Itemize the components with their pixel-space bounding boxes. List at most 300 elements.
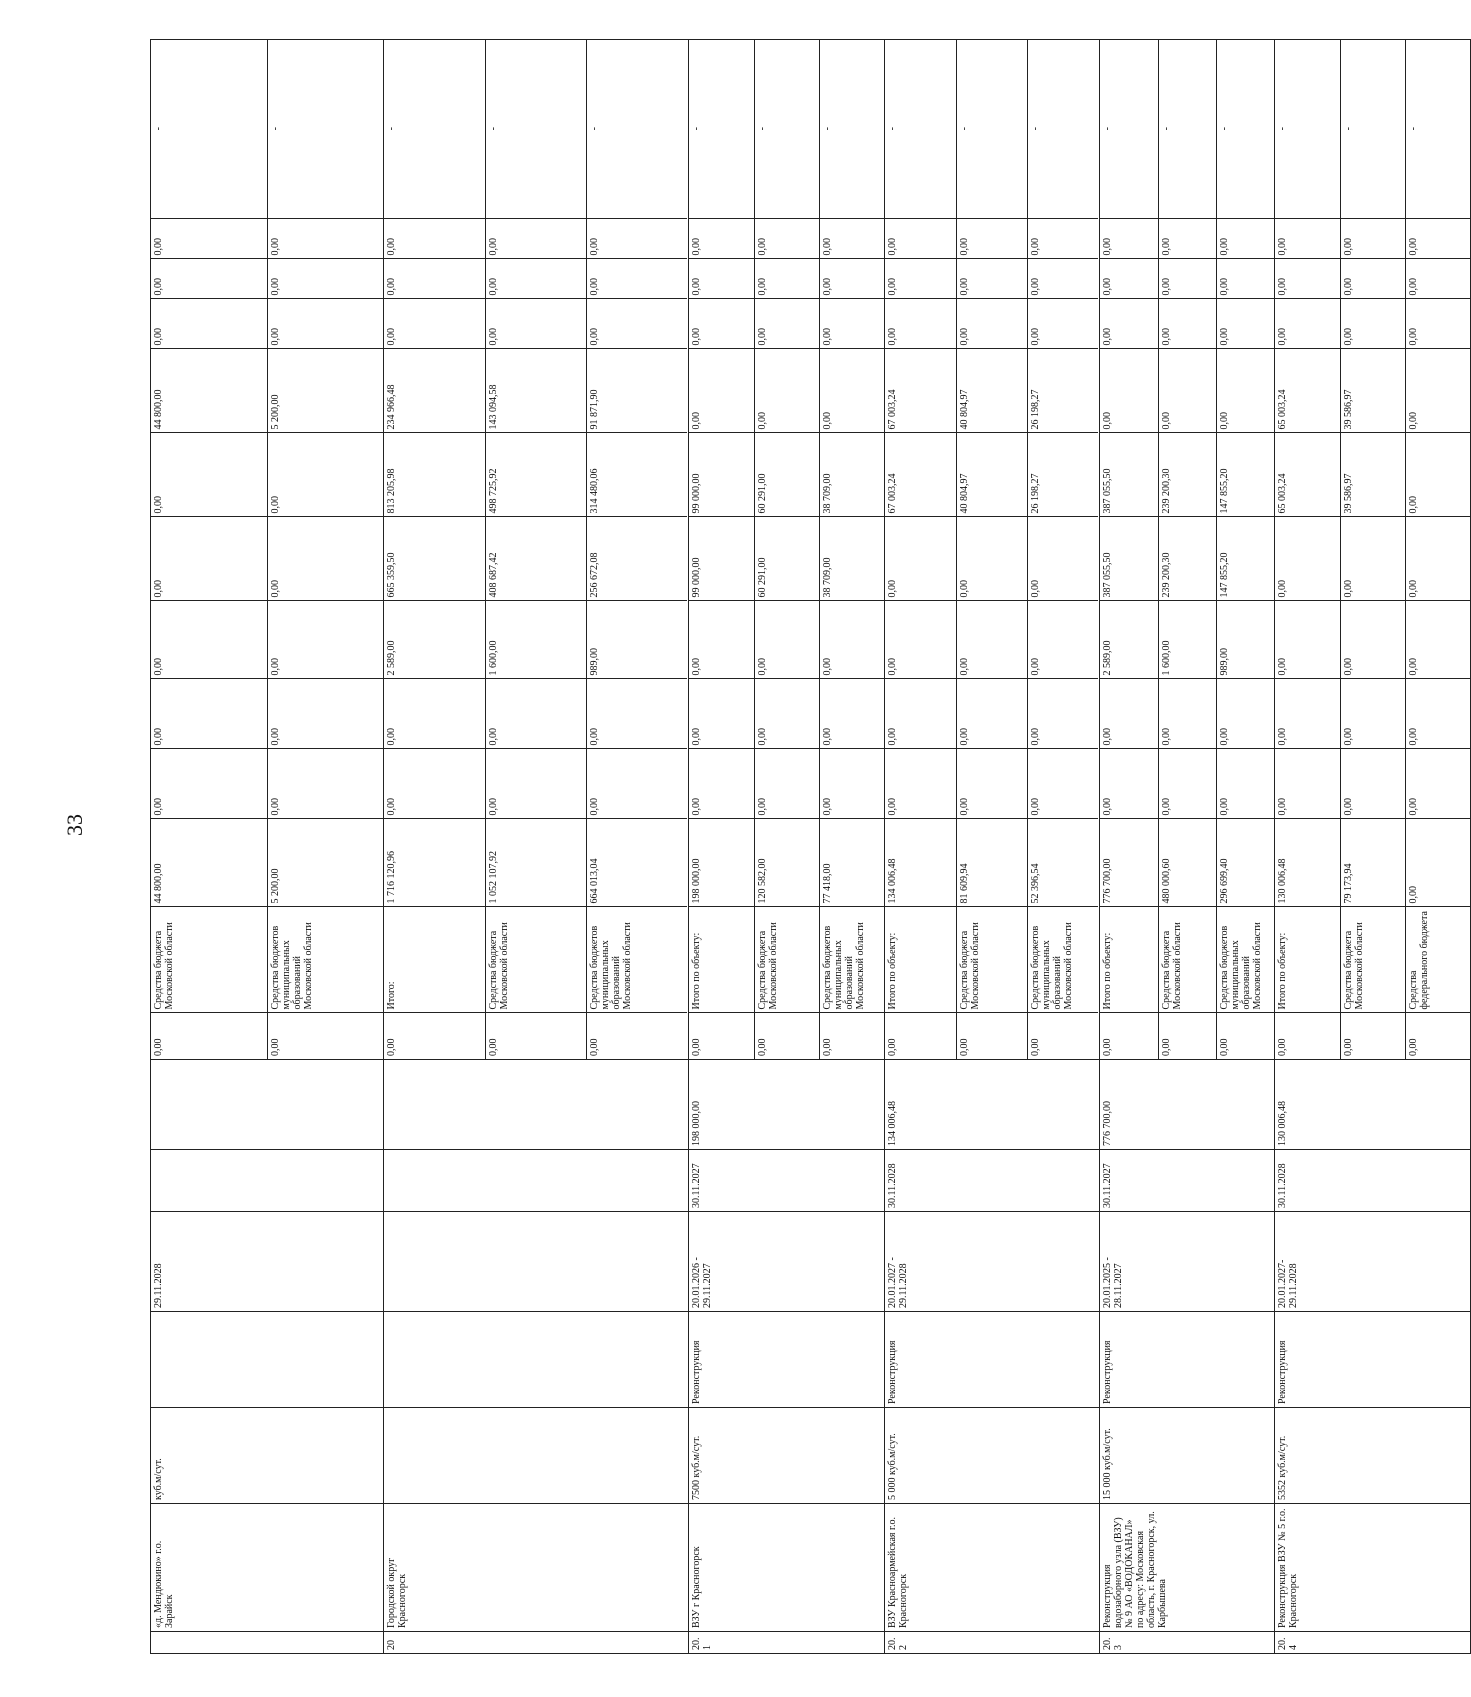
amount-cell: 0,00 xyxy=(754,259,819,299)
amount-cell: 38 709,00 xyxy=(819,517,884,601)
funding-source: Средства бюджета Московской области xyxy=(1158,907,1216,1013)
works-type: Реконструкция xyxy=(689,1312,885,1408)
amount-cell: 0,00 xyxy=(754,219,819,259)
amount-cell: 0,00 xyxy=(1158,1013,1216,1059)
note-cell: - xyxy=(1340,39,1405,219)
amount-cell: 0,00 xyxy=(1100,349,1158,433)
amount-cell: 0,00 xyxy=(1405,1013,1470,1059)
financing-row xyxy=(689,39,754,1059)
works-type: Реконструкция xyxy=(1275,1312,1471,1408)
amount-cell: 0,00 xyxy=(151,749,267,819)
amount-cell: 39 586,97 xyxy=(1340,433,1405,517)
funding-source: Итого по объекту: xyxy=(885,907,956,1013)
amount-cell: 776 700,00 xyxy=(1100,819,1158,907)
note-cell: - xyxy=(485,39,586,219)
amount-cell: 0,00 xyxy=(819,349,884,433)
amount-cell: 0,00 xyxy=(384,749,485,819)
amount-cell: 256 672,08 xyxy=(586,517,687,601)
financing-subtable xyxy=(1275,39,1470,1059)
amount-cell: 44 800,00 xyxy=(151,819,267,907)
financing-subtable xyxy=(151,39,383,1059)
amount-cell: 0,00 xyxy=(151,219,267,259)
funding-source: Средства бюджетов муниципальных образований Московской области xyxy=(1027,907,1098,1013)
amount-cell: 0,00 xyxy=(956,1013,1027,1059)
cost-cell xyxy=(384,1060,689,1150)
amount-cell: 0,00 xyxy=(1405,601,1470,679)
works-type xyxy=(384,1312,689,1408)
amount-cell: 60 291,00 xyxy=(754,517,819,601)
object-name: Городской округ Красногорск xyxy=(384,1504,689,1632)
amount-cell: 0,00 xyxy=(1340,601,1405,679)
capacity xyxy=(384,1408,689,1504)
cost-cell: 776 700,00 xyxy=(1100,1060,1275,1150)
amount-cell: 0,00 xyxy=(819,601,884,679)
funding-source: Средства бюджетов муниципальных образований Московской области xyxy=(267,907,383,1013)
amount-cell: 0,00 xyxy=(689,601,754,679)
table-row xyxy=(384,40,689,1654)
amount-cell: 480 000,60 xyxy=(1158,819,1216,907)
object-name: ВЗУ г Красногорск xyxy=(689,1504,885,1632)
amount-cell: 0,00 xyxy=(485,299,586,349)
amount-cell: 0,00 xyxy=(586,259,687,299)
amount-cell: 0,00 xyxy=(1158,349,1216,433)
amount-cell: 5 200,00 xyxy=(267,349,383,433)
amount-cell: 39 586,97 xyxy=(1340,349,1405,433)
deadline: 30.11.2027 xyxy=(1100,1150,1275,1212)
amount-cell: 0,00 xyxy=(1027,219,1098,259)
period: 29.11.2028 xyxy=(151,1212,384,1312)
amount-cell: 0,00 xyxy=(151,679,267,749)
amount-cell: 44 800,00 xyxy=(151,349,267,433)
works-type xyxy=(151,1312,384,1408)
amount-cell: 0,00 xyxy=(689,749,754,819)
amount-cell: 0,00 xyxy=(1216,1013,1274,1059)
financing-row xyxy=(485,39,586,1059)
note-cell: - xyxy=(754,39,819,219)
amount-cell: 99 000,00 xyxy=(689,517,754,601)
amount-cell: 0,00 xyxy=(956,517,1027,601)
financing-cell xyxy=(885,40,1100,1060)
amount-cell: 0,00 xyxy=(689,219,754,259)
amount-cell: 0,00 xyxy=(754,349,819,433)
table-row xyxy=(689,40,885,1654)
amount-cell: 130 006,48 xyxy=(1275,819,1340,907)
amount-cell: 0,00 xyxy=(1340,299,1405,349)
amount-cell: 0,00 xyxy=(1216,259,1274,299)
amount-cell: 0,00 xyxy=(1158,219,1216,259)
amount-cell: 99 000,00 xyxy=(689,433,754,517)
amount-cell: 0,00 xyxy=(1275,1013,1340,1059)
row-number: 20.2 xyxy=(885,1632,1100,1654)
amount-cell: 0,00 xyxy=(956,679,1027,749)
amount-cell: 0,00 xyxy=(1405,517,1470,601)
amount-cell: 147 855,20 xyxy=(1216,433,1274,517)
financing-row xyxy=(1405,39,1470,1059)
amount-cell: 0,00 xyxy=(1405,349,1470,433)
works-type: Реконструкция xyxy=(885,1312,1100,1408)
funding-source: Средства бюджета Московской области xyxy=(956,907,1027,1013)
amount-cell: 0,00 xyxy=(1405,219,1470,259)
amount-cell: 0,00 xyxy=(1340,259,1405,299)
note-cell: - xyxy=(689,39,754,219)
amount-cell: 134 006,48 xyxy=(885,819,956,907)
funding-source: Средства бюджета Московской области xyxy=(485,907,586,1013)
note-cell: - xyxy=(821,127,833,131)
deadline xyxy=(384,1150,689,1212)
amount-cell: 0,00 xyxy=(267,517,383,601)
amount-cell: 234 966,48 xyxy=(384,349,485,433)
amount-cell: 0,00 xyxy=(1100,259,1158,299)
amount-cell: 0,00 xyxy=(956,219,1027,259)
note-cell: - xyxy=(1407,127,1419,131)
amount-cell: 0,00 xyxy=(267,679,383,749)
financing-row xyxy=(384,39,485,1059)
period: 20.01.2026 - 29.11.2027 xyxy=(689,1212,885,1312)
amount-cell: 296 699,40 xyxy=(1216,819,1274,907)
table-row xyxy=(1100,40,1275,1654)
amount-cell: 0,00 xyxy=(1405,749,1470,819)
amount-cell: 498 725,92 xyxy=(485,433,586,517)
amount-cell: 0,00 xyxy=(1216,749,1274,819)
note-cell: - xyxy=(956,39,1027,219)
amount-cell: 26 198,27 xyxy=(1027,433,1098,517)
financing-row xyxy=(956,39,1027,1059)
note-cell: - xyxy=(384,39,485,219)
table-row xyxy=(1275,40,1471,1654)
row-number xyxy=(151,1632,384,1654)
amount-cell: 40 804,97 xyxy=(956,349,1027,433)
amount-cell: 0,00 xyxy=(267,601,383,679)
amount-cell: 0,00 xyxy=(1158,299,1216,349)
amount-cell: 0,00 xyxy=(885,601,956,679)
amount-cell: 0,00 xyxy=(1027,517,1098,601)
amount-cell: 0,00 xyxy=(1158,749,1216,819)
row-number: 20.1 xyxy=(689,1632,885,1654)
amount-cell: 0,00 xyxy=(267,219,383,259)
funding-source: Итого по объекту: xyxy=(1100,907,1158,1013)
row-number: 20.3 xyxy=(1100,1632,1275,1654)
amount-cell: 2 589,00 xyxy=(1100,601,1158,679)
amount-cell: 0,00 xyxy=(689,1013,754,1059)
note-cell: - xyxy=(1100,39,1158,219)
amount-cell: 1 600,00 xyxy=(1158,601,1216,679)
amount-cell: 0,00 xyxy=(586,679,687,749)
amount-cell: 989,00 xyxy=(586,601,687,679)
note-cell: - xyxy=(588,127,600,131)
amount-cell: 65 003,24 xyxy=(1275,349,1340,433)
capacity: 15 000 куб.м/сут. xyxy=(1100,1408,1275,1504)
amount-cell: 0,00 xyxy=(586,299,687,349)
amount-cell: 0,00 xyxy=(1216,349,1274,433)
note-cell: - xyxy=(1029,127,1041,131)
amount-cell: 0,00 xyxy=(1405,819,1470,907)
amount-cell: 0,00 xyxy=(151,433,267,517)
financing-cell xyxy=(1275,40,1471,1060)
funding-source: Итого по объекту: xyxy=(1275,907,1340,1013)
amount-cell: 239 200,30 xyxy=(1158,433,1216,517)
amount-cell: 0,00 xyxy=(384,1013,485,1059)
amount-cell: 0,00 xyxy=(885,1013,956,1059)
financing-row xyxy=(1027,39,1098,1059)
amount-cell: 0,00 xyxy=(1340,219,1405,259)
amount-cell: 0,00 xyxy=(485,219,586,259)
financing-row xyxy=(885,39,956,1059)
financing-cell xyxy=(384,40,689,1060)
cost-cell: 198 000,00 xyxy=(689,1060,885,1150)
cost-cell: 130 006,48 xyxy=(1275,1060,1471,1150)
object-name: Реконструкция водозаборного узла (ВЗУ) № 9 АО «ВОДОКАНАЛ» по адресу: Московская область, г. Красногорск, ул. Карбышева xyxy=(1100,1504,1275,1632)
funding-source: Средства бюджета Московской области xyxy=(754,907,819,1013)
amount-cell: 0,00 xyxy=(1405,259,1470,299)
table-row xyxy=(885,40,1100,1654)
amount-cell: 0,00 xyxy=(1340,517,1405,601)
deadline: 30.11.2028 xyxy=(885,1150,1100,1212)
amount-cell: 0,00 xyxy=(885,517,956,601)
amount-cell: 0,00 xyxy=(885,259,956,299)
amount-cell: 0,00 xyxy=(586,749,687,819)
amount-cell: 0,00 xyxy=(586,219,687,259)
financing-cell xyxy=(689,40,885,1060)
amount-cell: 0,00 xyxy=(1340,1013,1405,1059)
amount-cell: 77 418,00 xyxy=(819,819,884,907)
capacity: куб.м/сут. xyxy=(151,1408,384,1504)
period: 20.01.2025 - 28.11.2027 xyxy=(1100,1212,1275,1312)
deadline xyxy=(151,1150,384,1212)
amount-cell: 387 055,50 xyxy=(1100,433,1158,517)
deadline: 30.11.2027 xyxy=(689,1150,885,1212)
amount-cell: 0,00 xyxy=(689,299,754,349)
row-number: 20.4 xyxy=(1275,1632,1471,1654)
amount-cell: 147 855,20 xyxy=(1216,517,1274,601)
amount-cell: 0,00 xyxy=(956,259,1027,299)
amount-cell: 0,00 xyxy=(151,299,267,349)
cost-cell: 134 006,48 xyxy=(885,1060,1100,1150)
amount-cell: 0,00 xyxy=(1340,679,1405,749)
amount-cell: 0,00 xyxy=(384,219,485,259)
capacity: 5352 куб.м/сут. xyxy=(1275,1408,1471,1504)
financing-subtable xyxy=(384,39,687,1059)
amount-cell: 67 003,24 xyxy=(885,433,956,517)
amount-cell: 0,00 xyxy=(1275,679,1340,749)
amount-cell: 0,00 xyxy=(819,219,884,259)
amount-cell: 0,00 xyxy=(1100,749,1158,819)
financing-row xyxy=(1340,39,1405,1059)
amount-cell: 0,00 xyxy=(885,219,956,259)
amount-cell: 0,00 xyxy=(689,349,754,433)
table-body xyxy=(151,40,1471,1654)
amount-cell: 0,00 xyxy=(1405,679,1470,749)
amount-cell: 0,00 xyxy=(1405,433,1470,517)
amount-cell: 1 600,00 xyxy=(485,601,586,679)
amount-cell: 0,00 xyxy=(754,749,819,819)
amount-cell: 60 291,00 xyxy=(754,433,819,517)
amount-cell: 81 609,94 xyxy=(956,819,1027,907)
amount-cell: 0,00 xyxy=(1158,259,1216,299)
funding-source: Итого: xyxy=(384,907,485,1013)
financing-row xyxy=(1275,39,1340,1059)
funding-source: Средства бюджетов муниципальных образований Московской области xyxy=(586,907,687,1013)
table-row xyxy=(151,40,384,1654)
funding-source: Средства бюджетов муниципальных образований Московской области xyxy=(819,907,884,1013)
amount-cell: 0,00 xyxy=(1100,299,1158,349)
amount-cell: 665 359,50 xyxy=(384,517,485,601)
amount-cell: 989,00 xyxy=(1216,601,1274,679)
capacity: 5 000 куб.м/сут. xyxy=(885,1408,1100,1504)
amount-cell: 52 396,54 xyxy=(1027,819,1098,907)
amount-cell: 664 013,04 xyxy=(586,819,687,907)
amount-cell: 0,00 xyxy=(1100,679,1158,749)
amount-cell: 0,00 xyxy=(1275,259,1340,299)
amount-cell: 0,00 xyxy=(384,259,485,299)
amount-cell: 813 205,98 xyxy=(384,433,485,517)
amount-cell: 0,00 xyxy=(485,749,586,819)
financing-table xyxy=(150,39,1471,1654)
financing-row xyxy=(754,39,819,1059)
amount-cell: 0,00 xyxy=(689,259,754,299)
amount-cell: 79 173,94 xyxy=(1340,819,1405,907)
amount-cell: 0,00 xyxy=(267,433,383,517)
amount-cell: 0,00 xyxy=(384,679,485,749)
amount-cell: 408 687,42 xyxy=(485,517,586,601)
note-cell: - xyxy=(1158,39,1216,219)
amount-cell: 0,00 xyxy=(1216,679,1274,749)
amount-cell: 0,00 xyxy=(1275,517,1340,601)
amount-cell: 0,00 xyxy=(485,1013,586,1059)
note-cell: - xyxy=(885,39,956,219)
amount-cell: 0,00 xyxy=(1275,601,1340,679)
amount-cell: 0,00 xyxy=(885,679,956,749)
financing-cell xyxy=(1100,40,1275,1060)
amount-cell: 0,00 xyxy=(819,259,884,299)
amount-cell: 0,00 xyxy=(267,259,383,299)
object-name: «д. Мендюкино» г.о. Зарайск xyxy=(151,1504,384,1632)
financing-cell xyxy=(151,40,384,1060)
amount-cell: 0,00 xyxy=(1216,299,1274,349)
amount-cell: 0,00 xyxy=(689,679,754,749)
period: 20.01.2027 - 29.11.2028 xyxy=(885,1212,1100,1312)
amount-cell: 0,00 xyxy=(885,749,956,819)
amount-cell: 0,00 xyxy=(885,299,956,349)
amount-cell: 65 003,24 xyxy=(1275,433,1340,517)
amount-cell: 38 709,00 xyxy=(819,433,884,517)
financing-row xyxy=(267,39,383,1059)
amount-cell: 0,00 xyxy=(384,299,485,349)
period: 20.01.2027- 29.11.2028 xyxy=(1275,1212,1471,1312)
amount-cell: 0,00 xyxy=(1027,299,1098,349)
financing-row xyxy=(151,39,267,1059)
amount-cell: 0,00 xyxy=(1027,259,1098,299)
amount-cell: 5 200,00 xyxy=(267,819,383,907)
amount-cell: 0,00 xyxy=(956,299,1027,349)
amount-cell: 0,00 xyxy=(1275,299,1340,349)
amount-cell: 0,00 xyxy=(1340,749,1405,819)
amount-cell: 0,00 xyxy=(267,299,383,349)
amount-cell: 0,00 xyxy=(956,749,1027,819)
financing-row xyxy=(586,39,687,1059)
amount-cell: 0,00 xyxy=(1100,1013,1158,1059)
amount-cell: 1 052 107,92 xyxy=(485,819,586,907)
amount-cell: 91 871,90 xyxy=(586,349,687,433)
amount-cell: 0,00 xyxy=(956,601,1027,679)
amount-cell: 0,00 xyxy=(485,259,586,299)
note-cell: - xyxy=(1218,127,1230,131)
funding-source: Средства бюджета Московской области xyxy=(151,907,267,1013)
funding-source: Средства бюджета Московской области xyxy=(1340,907,1405,1013)
amount-cell: 0,00 xyxy=(1158,679,1216,749)
amount-cell: 0,00 xyxy=(754,299,819,349)
amount-cell: 0,00 xyxy=(151,1013,267,1059)
amount-cell: 0,00 xyxy=(1100,219,1158,259)
amount-cell: 0,00 xyxy=(819,749,884,819)
object-name: Реконструкция ВЗУ № 5 г.о. Красногорск xyxy=(1275,1504,1471,1632)
funding-source: Итого по объекту: xyxy=(689,907,754,1013)
financing-row xyxy=(1100,39,1158,1059)
amount-cell: 387 055,50 xyxy=(1100,517,1158,601)
rotated-table-container xyxy=(150,40,1430,1654)
capacity: 7500 куб.м/сут. xyxy=(689,1408,885,1504)
amount-cell: 0,00 xyxy=(151,517,267,601)
amount-cell: 67 003,24 xyxy=(885,349,956,433)
page-number: 33 xyxy=(62,814,87,836)
funding-source: Средства федерального бюджета xyxy=(1405,907,1470,1013)
amount-cell: 0,00 xyxy=(1027,1013,1098,1059)
amount-cell: 0,00 xyxy=(151,259,267,299)
amount-cell: 0,00 xyxy=(1405,299,1470,349)
amount-cell: 0,00 xyxy=(586,1013,687,1059)
amount-cell: 0,00 xyxy=(1027,749,1098,819)
amount-cell: 0,00 xyxy=(754,679,819,749)
amount-cell: 0,00 xyxy=(819,1013,884,1059)
funding-source: Средства бюджетов муниципальных образований Московской области xyxy=(1216,907,1274,1013)
amount-cell: 0,00 xyxy=(819,679,884,749)
amount-cell: 0,00 xyxy=(1275,219,1340,259)
amount-cell: 26 198,27 xyxy=(1027,349,1098,433)
object-name: ВЗУ Красноармейская г.о. Красногорск xyxy=(885,1504,1100,1632)
row-number: 20 xyxy=(384,1632,689,1654)
cost-cell xyxy=(151,1060,384,1150)
amount-cell: 120 582,00 xyxy=(754,819,819,907)
amount-cell: 0,00 xyxy=(819,299,884,349)
amount-cell: 1 716 120,96 xyxy=(384,819,485,907)
amount-cell: 0,00 xyxy=(1027,601,1098,679)
amount-cell: 0,00 xyxy=(754,1013,819,1059)
amount-cell: 0,00 xyxy=(1216,219,1274,259)
amount-cell: 239 200,30 xyxy=(1158,517,1216,601)
amount-cell: 0,00 xyxy=(267,1013,383,1059)
amount-cell: 40 804,97 xyxy=(956,433,1027,517)
amount-cell: 0,00 xyxy=(1275,749,1340,819)
financing-row xyxy=(1216,39,1274,1059)
deadline: 30.11.2028 xyxy=(1275,1150,1471,1212)
amount-cell: 0,00 xyxy=(267,749,383,819)
amount-cell: 0,00 xyxy=(1027,679,1098,749)
works-type: Реконструкция xyxy=(1100,1312,1275,1408)
note-cell: - xyxy=(1275,39,1340,219)
amount-cell: 2 589,00 xyxy=(384,601,485,679)
financing-subtable xyxy=(885,39,1098,1059)
note-cell: - xyxy=(269,127,281,131)
financing-row xyxy=(1158,39,1216,1059)
amount-cell: 0,00 xyxy=(151,601,267,679)
amount-cell: 143 094,58 xyxy=(485,349,586,433)
financing-subtable xyxy=(1100,39,1274,1059)
financing-row xyxy=(819,39,884,1059)
note-cell: - xyxy=(151,39,267,219)
amount-cell: 314 480,06 xyxy=(586,433,687,517)
amount-cell: 0,00 xyxy=(485,679,586,749)
amount-cell: 198 000,00 xyxy=(689,819,754,907)
financing-subtable xyxy=(689,39,884,1059)
